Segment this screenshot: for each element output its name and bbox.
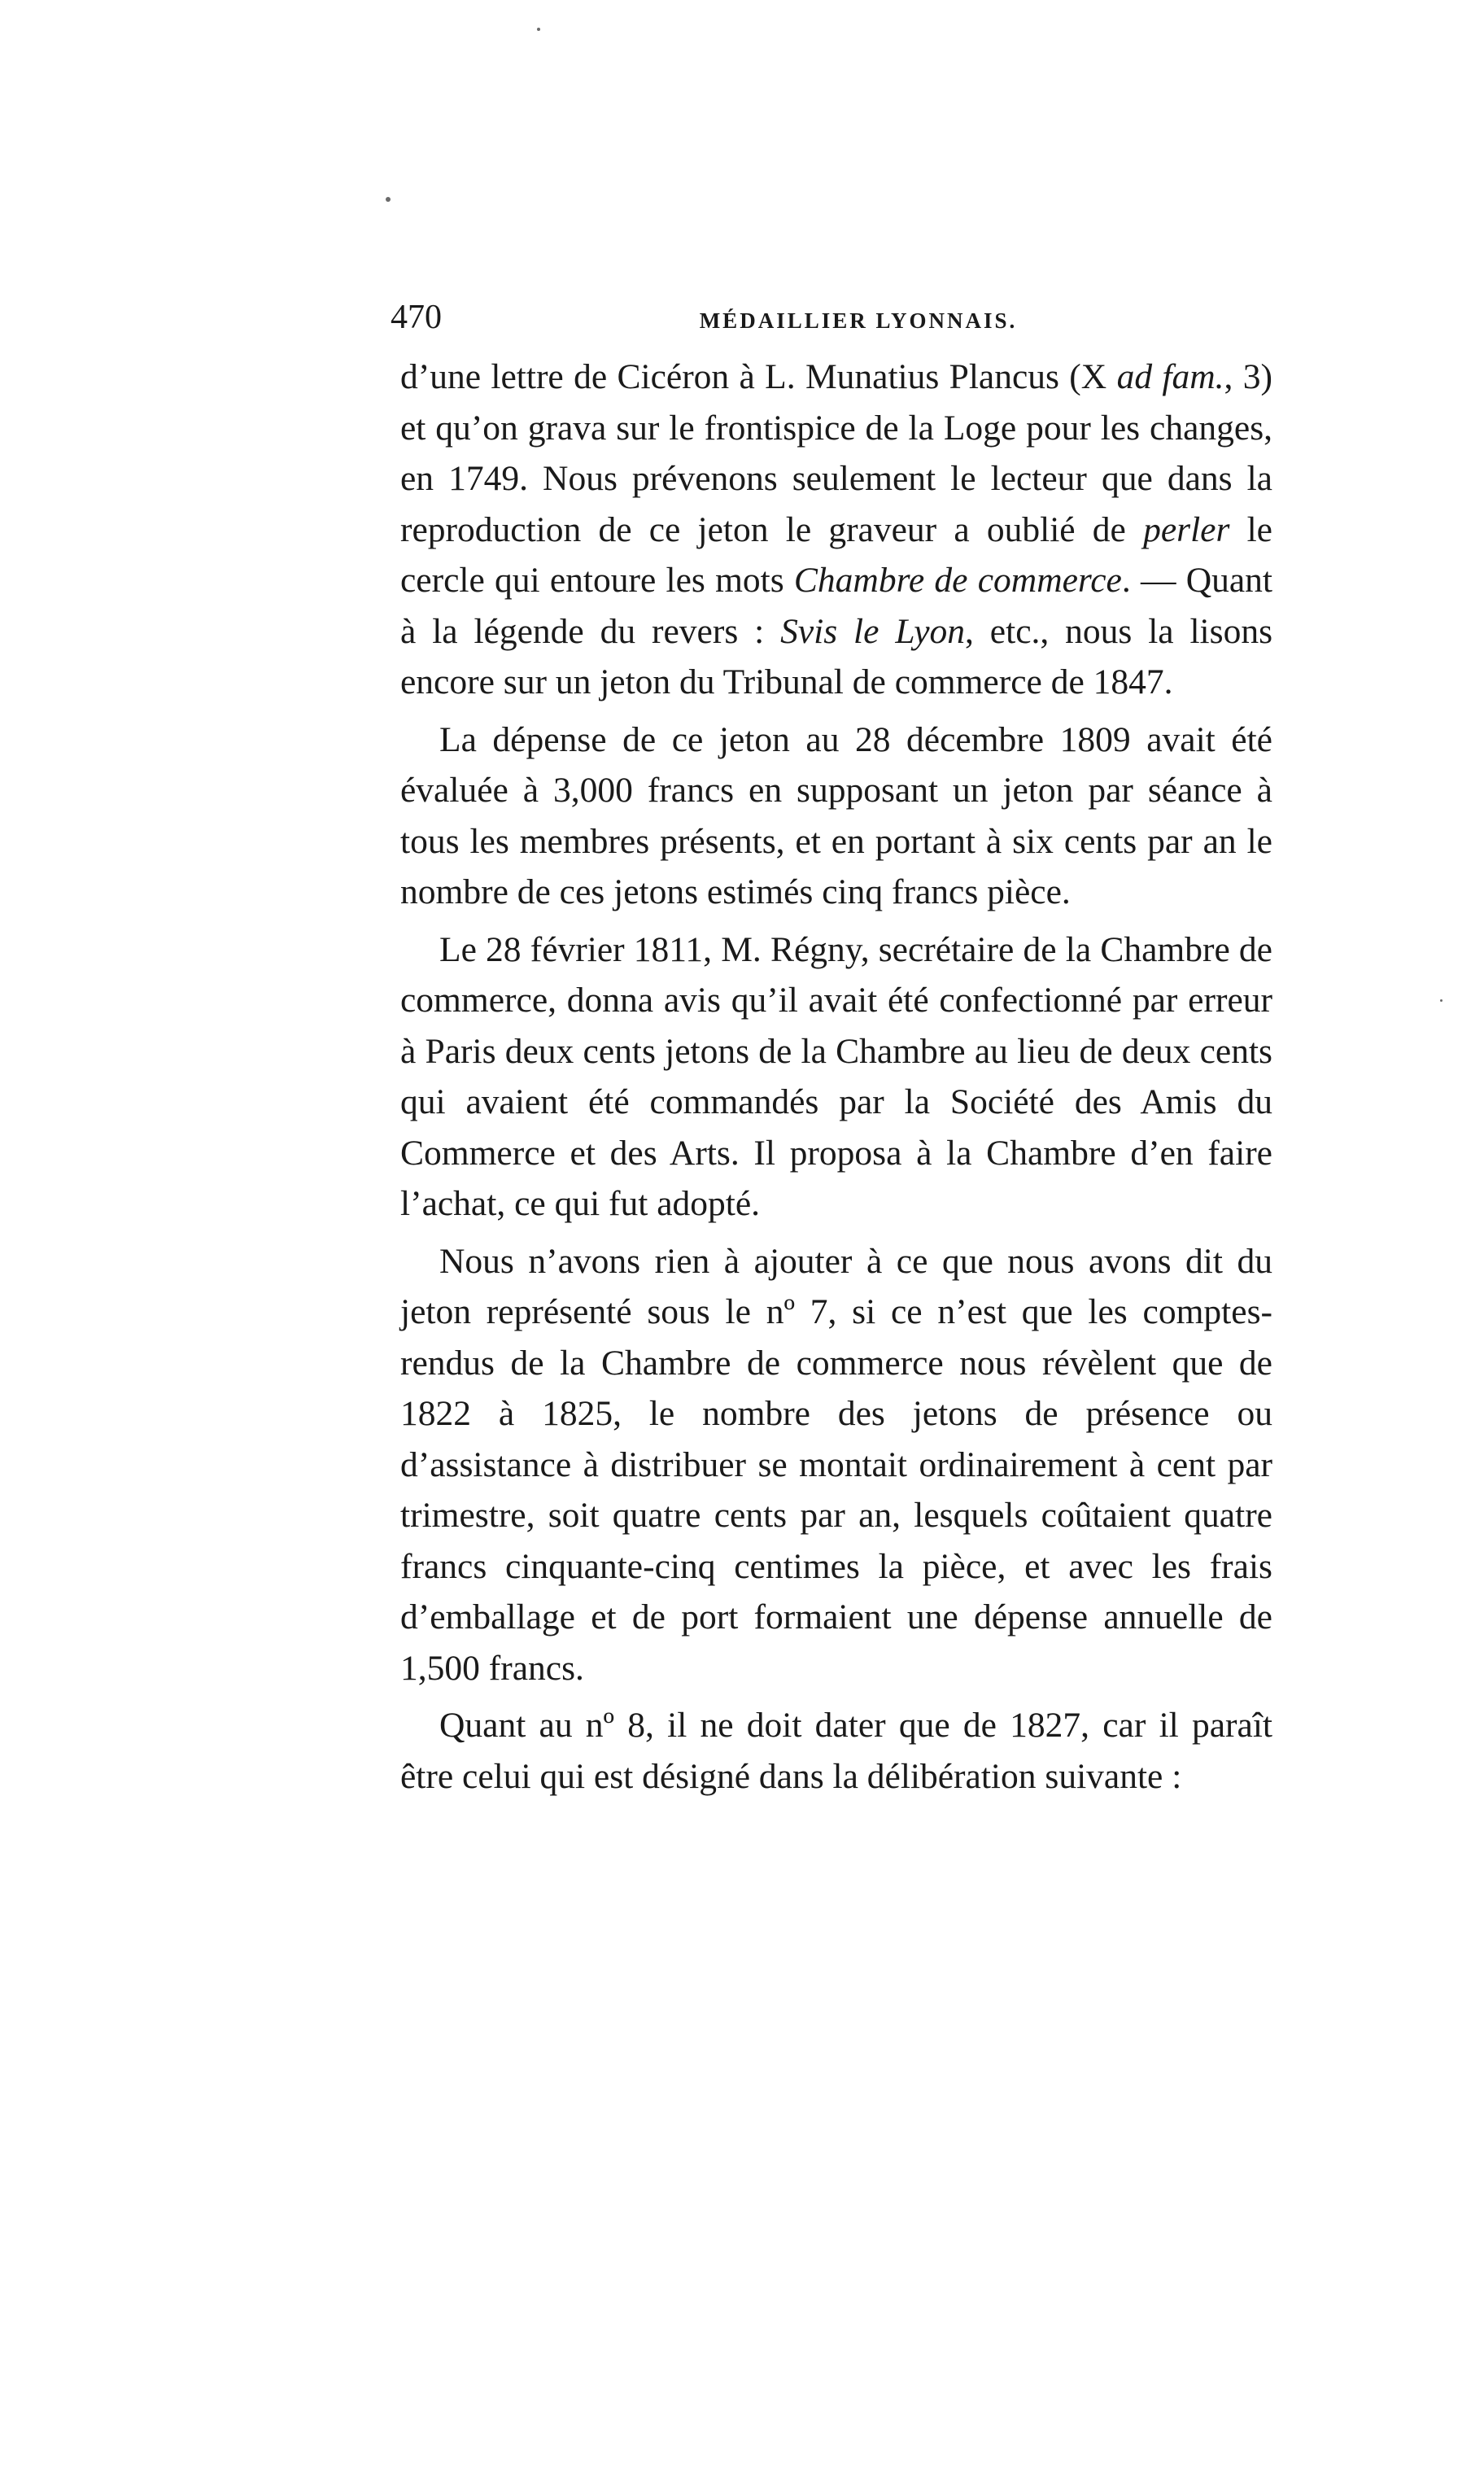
paragraph xyxy=(400,714,1272,918)
text-run: Le 28 février 1811, M. Régny, secrétaire de la Chambre de commerce, donna avis qu’il avait été confectionné par erreur à Paris deux cents jetons de la Chambre au lieu de deux cents qui avaient été commandés par la Société des Amis du Commerce et des Arts. Il proposa à la Chambre d’en faire l’achat, ce qui fut adopté. xyxy=(400,929,1272,1223)
italic-text-run: Svis le Lyon xyxy=(780,611,966,651)
text-run: d’une lettre de Cicéron à L. Munatius Plancus (X xyxy=(400,357,1117,396)
text-run: , 3) et qu’on grava sur le frontispice de la Loge pour les changes, en 1749. Nous prévenons seulement le lecteur que dans la reproduction de ce jeton le graveur a oublié de xyxy=(400,357,1272,549)
paragraph xyxy=(400,352,1272,708)
running-title: MÉDAILLIER LYONNAIS. xyxy=(699,308,1018,333)
text-run: Quant au nº 8, il ne doit dater que de 1827, car il paraît être celui qui est désigné dans la délibération suivante : xyxy=(400,1706,1272,1796)
ink-speck xyxy=(1440,999,1443,1002)
text-run: Nous n’avons rien à ajouter à ce que nous avons dit du jeton représenté sous le nº 7, si ce n’est que les comptes-rendus de la Chambre de commerce nous révèlent que de 1822 à 1825, le nombre des jetons de présence ou d’assistance à distribuer se montait ordinairement à cent par trimestre, soit quatre cents par an, lesquels coûtaient quatre francs cinquante-cinq centimes la pièce, et avec les frais d’emballage et de port formaient une dépense annuelle de 1,500 francs. xyxy=(400,1241,1272,1688)
text-run: le cercle qui entoure les mots xyxy=(400,509,1272,600)
paragraph xyxy=(400,1700,1272,1802)
italic-text-run: perler xyxy=(1143,509,1230,549)
text-run: , etc., nous la lisons encore sur un jeton du Tribunal de commerce de 1847. xyxy=(400,611,1272,701)
ink-speck xyxy=(537,28,540,31)
text-run: . — Quant à la légende du revers : xyxy=(400,561,1273,651)
paragraph xyxy=(400,1236,1272,1694)
ink-speck xyxy=(386,197,391,202)
italic-text-run: ad fam. xyxy=(1116,357,1224,396)
page-header xyxy=(391,293,1294,342)
page-number: 470 xyxy=(391,299,442,336)
paragraph xyxy=(400,924,1272,1230)
body-text xyxy=(400,352,1272,1808)
text-run: La dépense de ce jeton au 28 décembre 1809 avait été évaluée à 3,000 francs en supposant un jeton par séance à tous les membres présents, et en portant à six cents par an le nombre de ces jetons estimés cinq francs pièce. xyxy=(400,719,1272,911)
italic-text-run: Chambre de commerce xyxy=(793,561,1122,600)
